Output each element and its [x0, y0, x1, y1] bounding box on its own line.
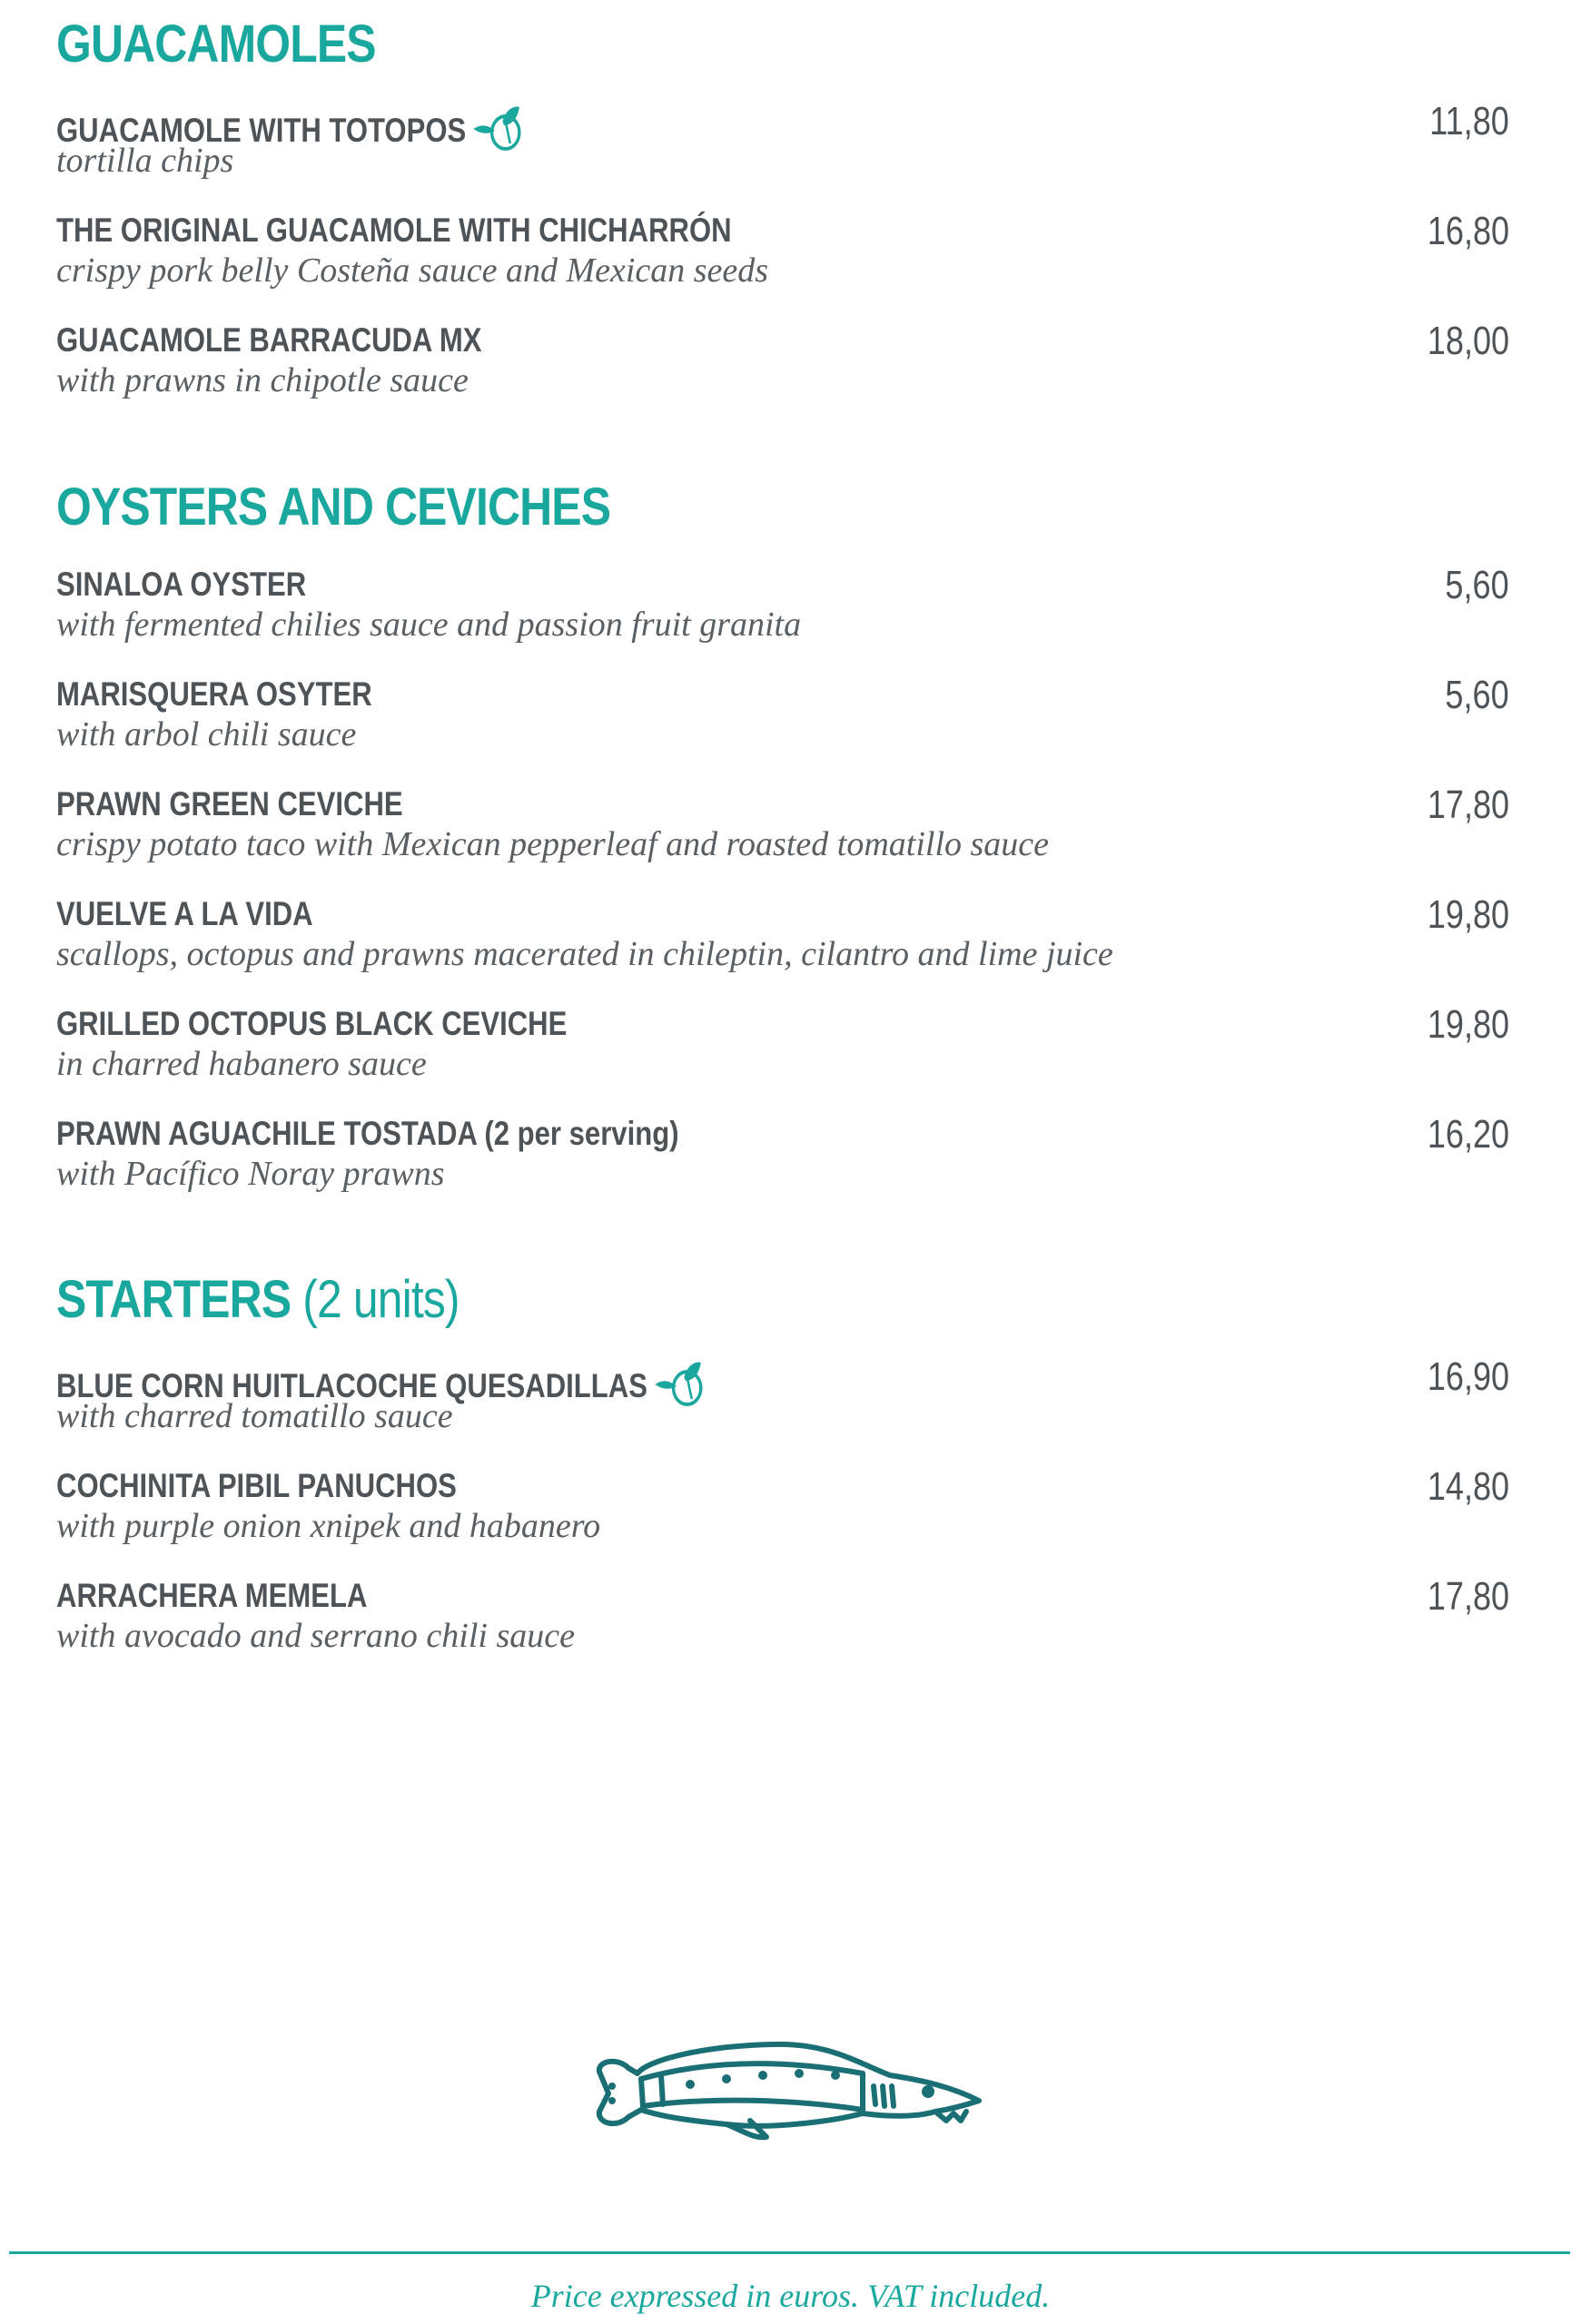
item-name: GUACAMOLE WITH TOTOPOS [56, 103, 522, 162]
section-title-starters: STARTERS (2 units) [56, 1270, 459, 1329]
item-price: 11,80 [1429, 99, 1509, 143]
item-name: PRAWN AGUACHILE TOSTADA (2 per serving) [56, 1115, 679, 1152]
item-name: ARRACHERA MEMELA [56, 1577, 368, 1614]
item-price: 16,90 [1427, 1354, 1509, 1399]
item-description: with fermented chilies sauce and passion fruit granita [56, 606, 802, 644]
menu-item [56, 1354, 1509, 1446]
item-price: 16,20 [1427, 1112, 1509, 1157]
item-description: scallops, octopus and prawns macerated in chileptin, cilantro and lime juice [56, 935, 1113, 973]
item-description: crispy pork belly Costeña sauce and Mexican seeds [56, 251, 769, 290]
item-description: in charred habanero sauce [56, 1045, 427, 1083]
item-price: 5,60 [1445, 673, 1509, 717]
item-description: with avocado and serrano chili sauce [56, 1617, 575, 1655]
item-name: GUACAMOLE BARRACUDA MX [56, 321, 482, 359]
menu-item [56, 99, 1509, 191]
menu-item [56, 563, 1509, 655]
menu-item [56, 1112, 1509, 1204]
item-description: crispy potato taco with Mexican pepperleaf and roasted tomatillo sauce [56, 825, 1050, 863]
item-description: tortilla chips [56, 142, 234, 180]
menu-item [56, 1002, 1509, 1094]
menu-item [56, 673, 1509, 764]
item-name: MARISQUERA OSYTER [56, 675, 372, 713]
item-price: 16,80 [1427, 209, 1509, 253]
item-name: THE ORIGINAL GUACAMOLE WITH CHICHARRÓN [56, 212, 732, 249]
menu-item [56, 1464, 1509, 1556]
item-description: with arbol chili sauce [56, 715, 357, 753]
menu-item [56, 209, 1509, 300]
menu-item [56, 892, 1509, 984]
item-price: 18,00 [1427, 319, 1509, 363]
footer-divider [9, 2251, 1570, 2254]
section-title-oysters-and-ceviches: OYSTERS AND CEVICHES [56, 478, 611, 537]
veggie-leaf-icon [654, 1359, 704, 1417]
item-description: with purple onion xnipek and habanero [56, 1507, 601, 1545]
item-price: 5,60 [1445, 563, 1509, 607]
item-price: 17,80 [1427, 783, 1509, 827]
menu-item [56, 783, 1509, 874]
barracuda-fish-icon [590, 2034, 990, 2147]
item-name: PRAWN GREEN CEVICHE [56, 785, 403, 822]
item-name: BLUE CORN HUITLACOCHE QUESADILLAS [56, 1359, 704, 1417]
item-price: 14,80 [1427, 1464, 1509, 1509]
item-description: with Pacífico Noray prawns [56, 1155, 445, 1193]
item-name: GRILLED OCTOPUS BLACK CEVICHE [56, 1005, 568, 1042]
item-description: with prawns in chipotle sauce [56, 361, 469, 399]
menu-item [56, 1574, 1509, 1666]
footer-note: Price expressed in euros. VAT included. [530, 2278, 1051, 2314]
menu-item [56, 319, 1509, 410]
item-name: SINALOA OYSTER [56, 566, 307, 603]
item-price: 17,80 [1427, 1574, 1509, 1619]
veggie-leaf-icon [472, 103, 522, 162]
item-price: 19,80 [1427, 892, 1509, 937]
item-description: with charred tomatillo sauce [56, 1397, 453, 1435]
item-name: COCHINITA PIBIL PANUCHOS [56, 1467, 457, 1504]
item-name: VUELVE A LA VIDA [56, 895, 313, 932]
item-price: 19,80 [1427, 1002, 1509, 1047]
section-title-guacamoles: GUACAMOLES [56, 15, 376, 74]
